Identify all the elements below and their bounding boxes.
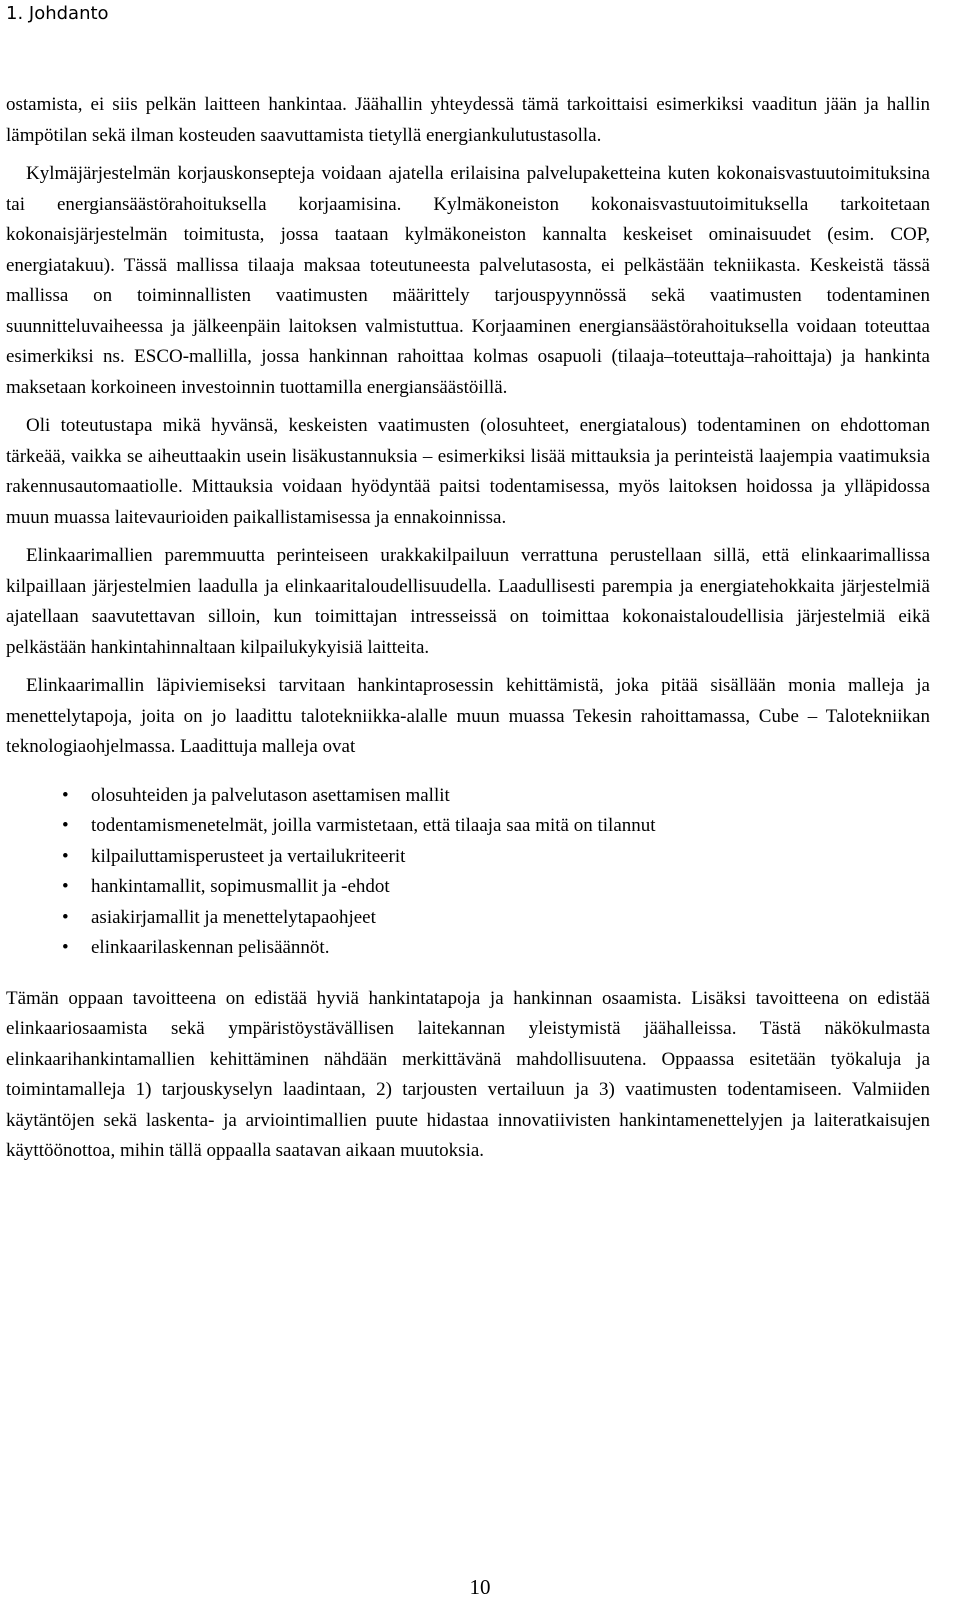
list-item [6,781,930,812]
paragraph-1: ostamista, ei siis pelkän laitteen hankintaa. Jäähallin yhteydessä tämä tarkoittaisi esimerkiksi vaaditun jään ja hallin lämpötilan sekä ilman kosteuden saavuttamista tietyllä energiankulutustasolla. [6,94,930,146]
list-item [6,933,930,964]
paragraph-2: Kylmäjärjestelmän korjauskonsepteja voidaan ajatella erilaisina palvelupaketteina kuten kokonaisvastuutoimituksina tai energiansäästörahoituksella korjaamisina. Kylmäkoneiston kokonaisvastuutoimituksella tarkoitetaan kokonaisjärjestelmän toimitusta, jossa taataan kylmäkoneiston kannalta keskeiset ominaisuudet (esim. COP, energiatakuu). Tässä mallissa tilaaja maksaa toteutuneesta palvelutasosta, ei pelkästään tekniikasta. Keskeistä tässä mallissa on toiminnallisten vaatimusten määrittely tarjouspyynnössä sekä vaatimusten todentaminen suunnitteluvaiheessa ja jälkeenpäin laitoksen valmistuttua. Korjaaminen energiansäästörahoituksella voidaan toteuttaa esimerkiksi ns. ESCO-mallilla, jossa hankinnan rahoittaa kolmas osapuoli (tilaaja–toteuttaja–rahoittaja) ja hankinta maksetaan korkoineen investoinnin tuottamilla energiansäästöillä. [6,163,930,398]
bullet-icon: • [62,937,69,958]
list-item-text: elinkaarilaskennan pelisäännöt. [91,937,330,958]
list-item [6,842,930,873]
bullet-icon: • [62,876,69,897]
section-title: 1. Johdanto [6,3,109,24]
list-item-text: kilpailuttamisperusteet ja vertailukriteerit [91,845,406,867]
bullet-icon: • [62,815,69,836]
document-body [6,90,930,1175]
list-item [6,811,930,842]
paragraph-5: Elinkaarimallin läpiviemiseksi tarvitaan hankintaprosessin kehittämistä, joka pitää sisällään monia malleja ja menettelytapoja, joita on jo laadittu talotekniikka-alalle muun muassa Tekesin rahoittamassa, Cube – Talotekniikan teknologiaohjelmassa. Laadittuja malleja ovat [6,675,930,757]
list-item [6,872,930,903]
bullet-icon: • [62,845,69,867]
closing-paragraph: Tämän oppaan tavoitteena on edistää hyviä hankintatapoja ja hankinnan osaamista. Lisäksi tavoitteena on edistää elinkaariosaamista sekä ympäristöystävällisen laitekannan yleistymistä jäähalleissa. Tästä näkökulmasta elinkaarihankintamallien kehittäminen nähdään merkittävänä mahdollisuutena. Oppaassa esitetään työkaluja ja toimintamalleja 1) tarjouskyselyn laadintaan, 2) tarjousten vertailuun ja 3) vaatimusten todentamiseen. Valmiiden käytäntöjen sekä laskenta- ja arviointimallien puute hidastaa innovatiivisten hankintamenettelyjen ja laiteratkaisujen käyttöönottoa, mihin tällä oppaalla saatavan aikaan muutoksia. [6,987,930,1161]
list-item-text: asiakirjamallit ja menettelytapaohjeet [91,906,376,928]
page-number: 10 [469,1575,491,1599]
list-item [6,903,930,934]
bullet-icon: • [62,906,69,928]
list-item-text: olosuhteiden ja palvelutason asettamisen mallit [91,784,450,806]
bullet-list [6,781,930,964]
bullet-icon: • [62,784,69,806]
list-item-text: hankintamallit, sopimusmallit ja -ehdot [91,876,390,897]
list-item-text: todentamismenetelmät, joilla varmistetaan, että tilaaja saa mitä on tilannut [91,815,656,836]
paragraph-4: Elinkaarimallien paremmuutta perinteiseen urakkakilpailuun verrattuna perustellaan sillä, että elinkaarimallissa kilpaillaan järjestelmien laadulla ja elinkaaritaloudellisuudella. Laadullisesti parempia ja energiatehokkaita järjestelmiä ajatellaan saavutettavan silloin, kun toimittajan intresseissä on toimittaa kokonaistaloudellisia järjestelmiä eikä pelkästään hankintahinnaltaan kilpailukykyisiä laitteita. [6,545,930,658]
paragraph-3: Oli toteutustapa mikä hyvänsä, keskeisten vaatimusten (olosuhteet, energiatalous) todentaminen on ehdottoman tärkeää, vaikka se aiheuttaakin usein lisäkustannuksia – esimerkiksi lisää mittauksia ja perinteistä laajempia vaatimuksia rakennusautomaatiolle. Mittauksia voidaan hyödyntää paitsi todentamisessa, myös laitoksen hoidossa ja ylläpidossa muun muassa laitevaurioiden paikallistamisessa ja ennakoinnissa. [6,415,930,528]
